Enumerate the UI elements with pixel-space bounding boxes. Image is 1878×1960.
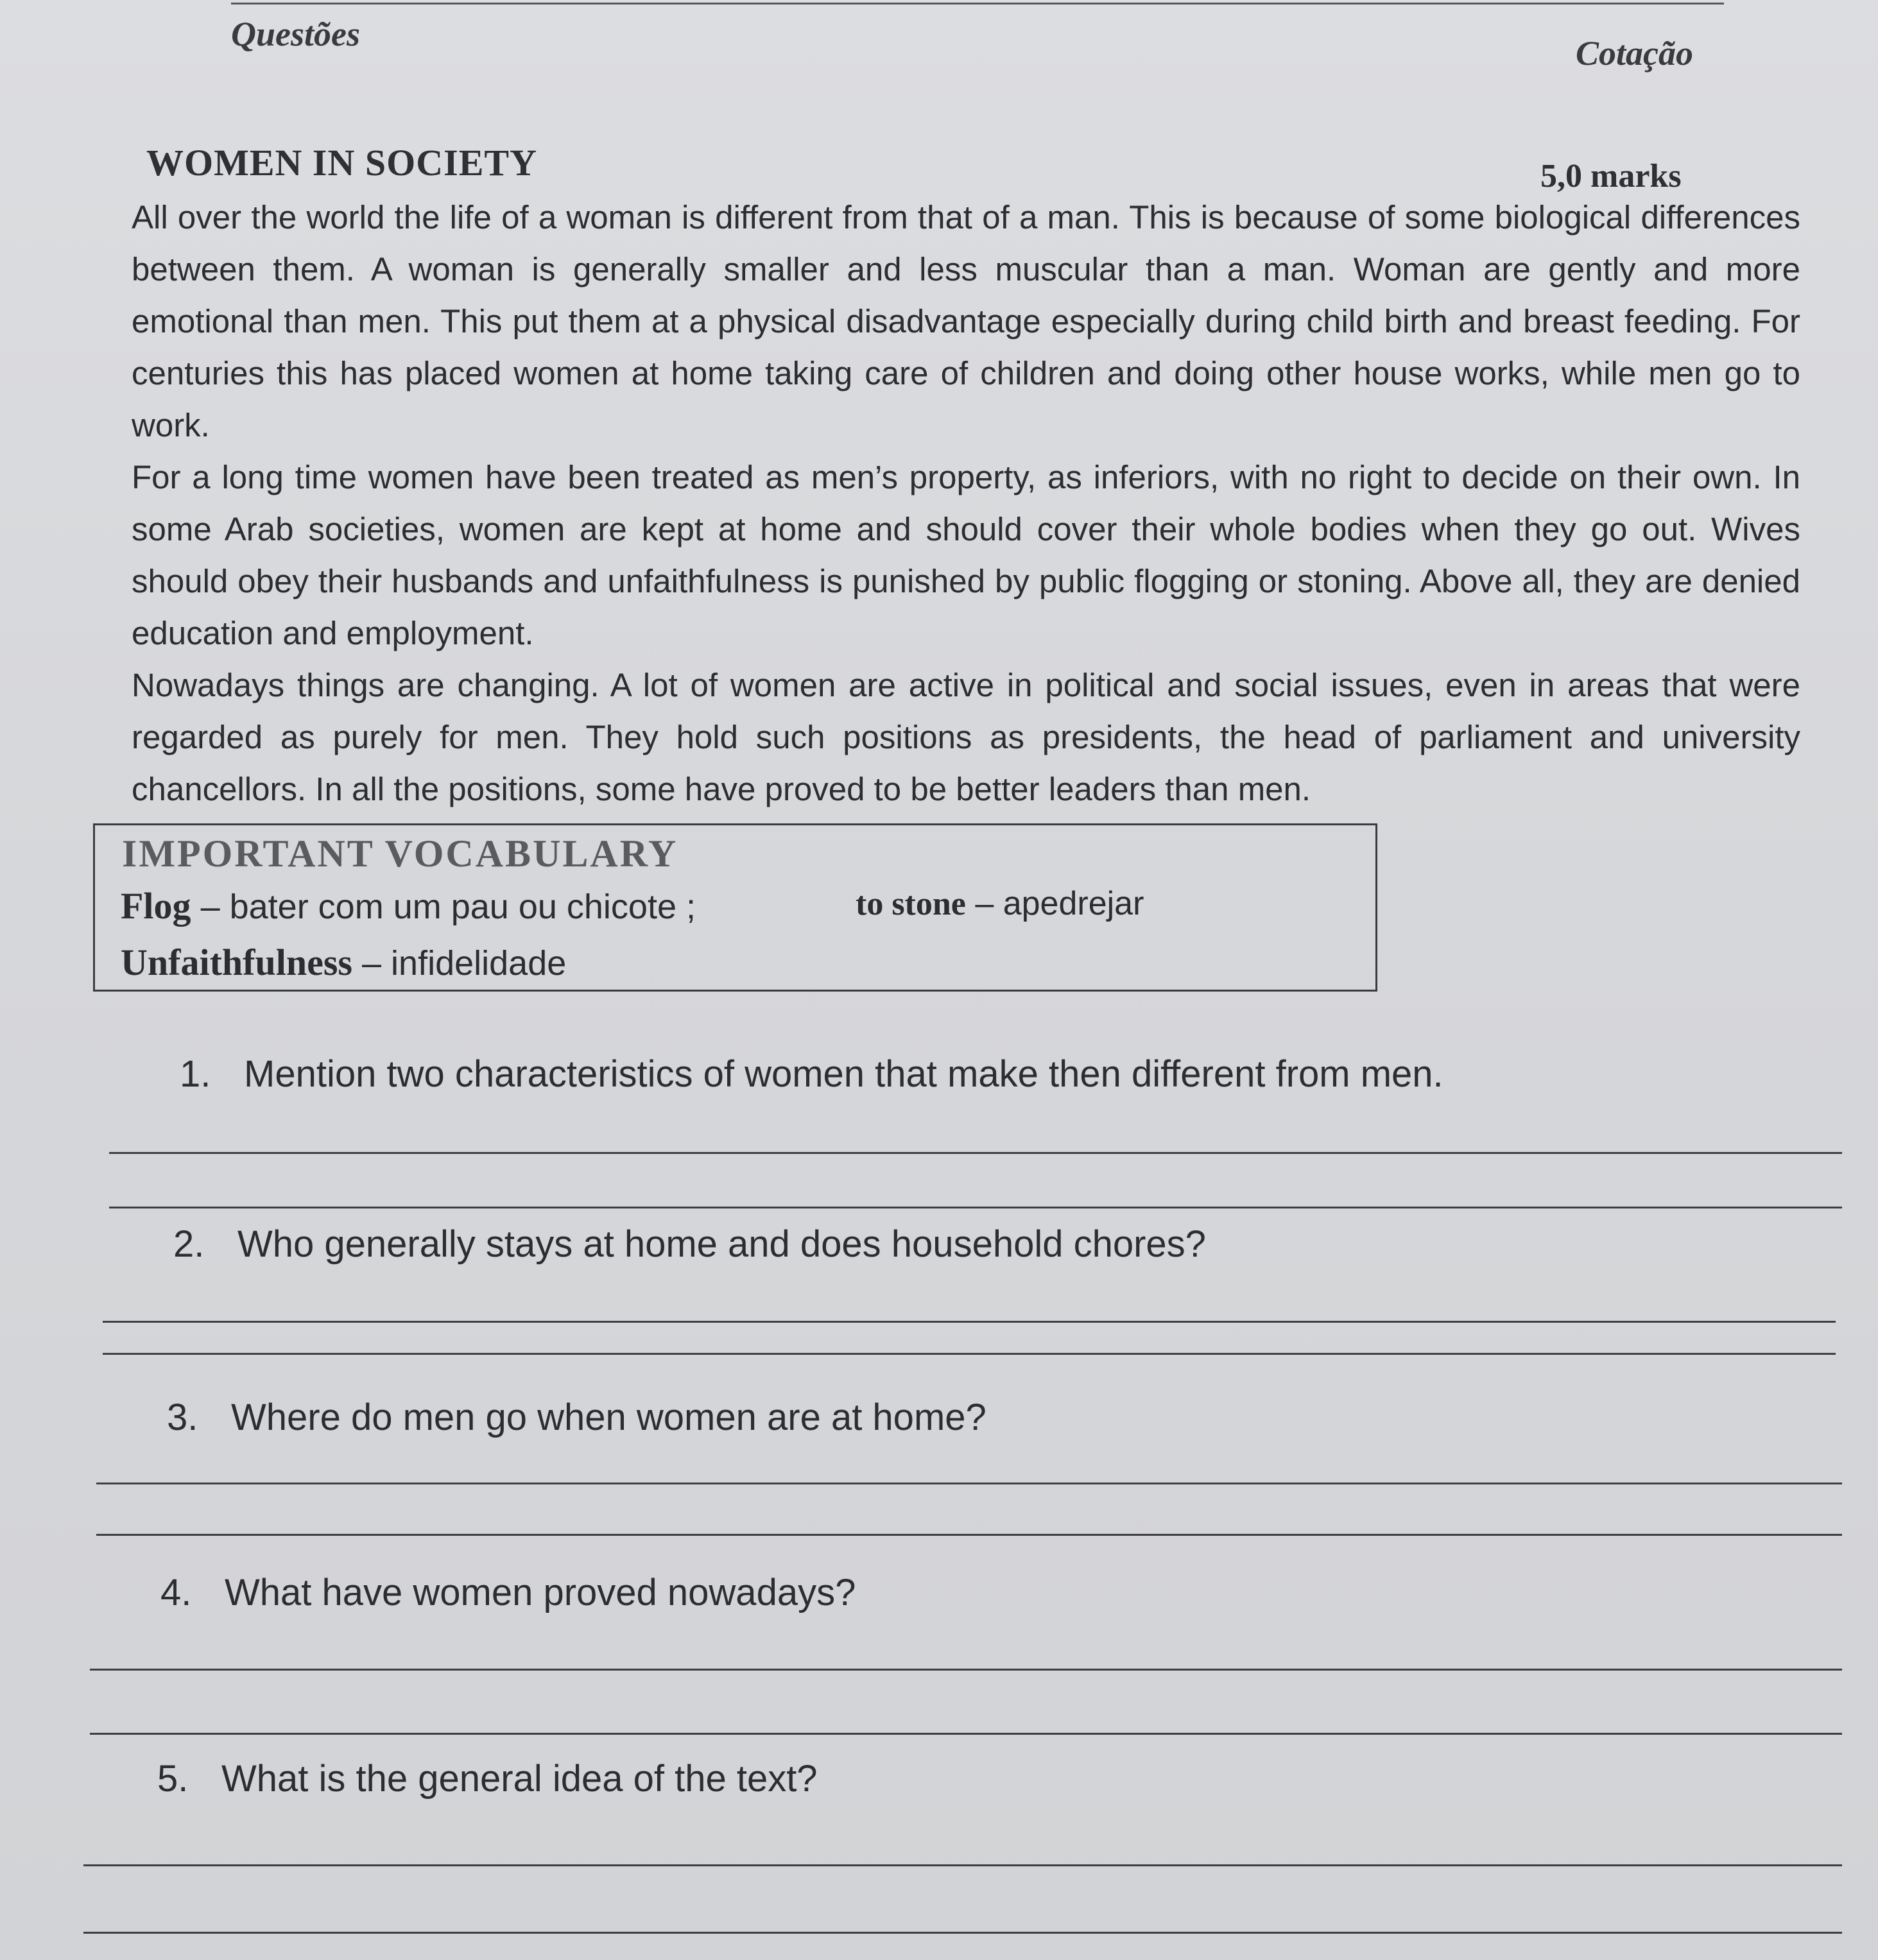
question-text: Who generally stays at home and does household chores? [237,1223,1206,1265]
question-4 [160,1571,856,1614]
vocabulary-item [856,884,1144,923]
question-text: What is the general idea of the text? [221,1758,818,1800]
question-text: Mention two characteristics of women that make then different from men. [244,1053,1443,1095]
score-header: Cotação [1576,34,1693,73]
reading-passage [132,191,1800,815]
question-number: 2. [173,1223,205,1265]
vocabulary-term: Unfaithfulness [121,941,352,983]
vocabulary-title: IMPORTANT VOCABULARY [122,832,678,875]
question-number: 1. [180,1053,211,1095]
question-text: What have women proved nowadays? [225,1572,856,1613]
question-number: 3. [167,1397,198,1438]
passage-paragraph-3: Nowadays things are changing. A lot of women are active in political and social issues, even in areas that were regarded as purely for men. They hold such positions as presidents, the head of parliament and university chancellors. In all the positions, some have proved to be better leaders than men. [132,667,1800,807]
vocabulary-term: Flog [121,885,191,927]
answer-line[interactable] [103,1353,1836,1355]
section-title: WOMEN IN SOCIETY [146,142,537,184]
passage-paragraph-1: All over the world the life of a woman is different from that of a man. This is because of some biological differences between them. A woman is generally smaller and less muscular than a man. Woman are gently and more emotional than men. This put them at a physical disadvantage especially during child birth and breast feeding. For centuries this has placed women at home taking care of children and doing other house works, while men go to work. [132,199,1800,443]
vocabulary-meaning: – infidelidade [362,944,567,983]
section-marks: 5,0 marks [1540,158,1682,194]
answer-line[interactable] [96,1483,1842,1484]
question-text: Where do men go when women are at home? [231,1397,986,1438]
answer-line[interactable] [103,1321,1836,1323]
question-number: 4. [160,1572,192,1613]
answer-line[interactable] [83,1864,1842,1866]
vocabulary-term: to stone [856,886,966,922]
answer-line[interactable] [109,1207,1842,1208]
question-3 [167,1396,986,1439]
question-1 [180,1053,1443,1096]
answer-line[interactable] [109,1152,1842,1154]
question-number: 5. [157,1758,189,1800]
question-5 [157,1757,818,1800]
vocabulary-item [121,941,566,984]
vocabulary-meaning: – apedrejar [975,885,1144,922]
vocabulary-box [93,823,1377,992]
answer-line[interactable] [96,1534,1842,1536]
vocabulary-item [121,884,696,927]
answer-line[interactable] [90,1669,1842,1671]
answer-line[interactable] [83,1932,1842,1934]
answer-line[interactable] [90,1733,1842,1735]
questions-header: Questões [231,15,360,53]
passage-paragraph-2: For a long time women have been treated as men’s property, as inferiors, with no right to decide on their own. In some Arab societies, women are kept at home and should cover their whole bodies when they go out. Wives should obey their husbands and unfaithfulness is punished by public flogging or stoning. Above all, they are denied education and employment. [132,459,1800,651]
question-2 [173,1223,1206,1266]
vocabulary-meaning: – bater com um pau ou chicote ; [200,888,696,926]
top-rule [231,3,1724,4]
